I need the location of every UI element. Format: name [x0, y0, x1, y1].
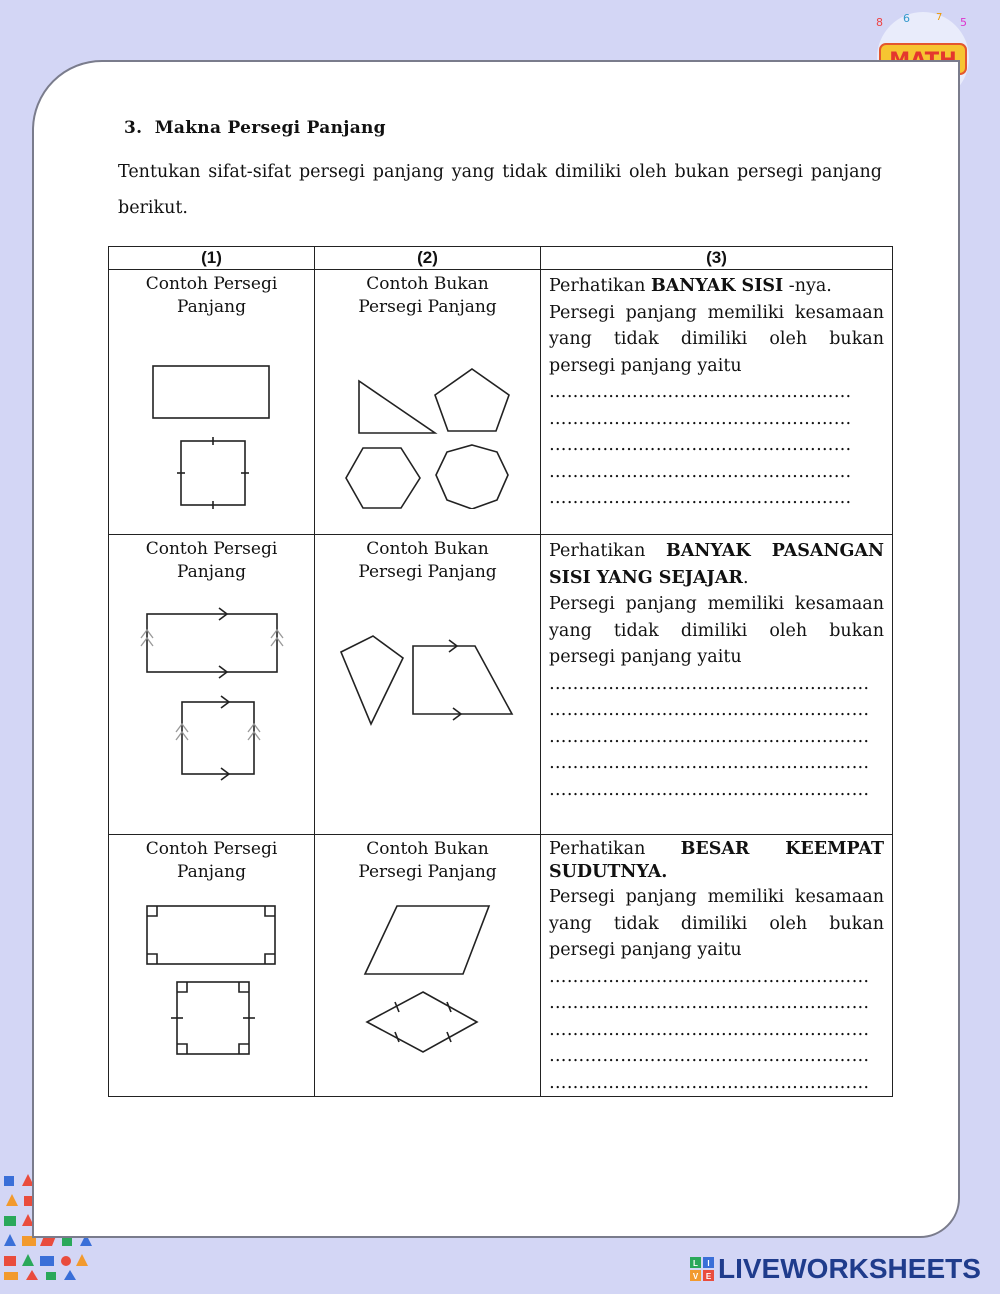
- answer-line-2[interactable]: ………………………………………………: [549, 700, 870, 720]
- non-right-angle-figures: [315, 884, 541, 1084]
- reflection-cell: [541, 270, 893, 535]
- answer-line-3[interactable]: ……………………………………………: [549, 435, 852, 455]
- non-rectangle-examples-cell: [315, 535, 541, 835]
- svg-text:E: E: [705, 1272, 712, 1281]
- svg-text:V: V: [692, 1272, 699, 1281]
- non-parallel-figures: [315, 584, 541, 814]
- reflection-cell: [541, 835, 893, 1097]
- rectangle-caption: Contoh Persegi Panjang: [145, 839, 278, 882]
- rectangle-examples-cell: [109, 535, 315, 835]
- liveworksheets-icon: [690, 1257, 714, 1281]
- svg-text:6: 6: [903, 12, 910, 25]
- kite-shape: [341, 636, 403, 724]
- table-row: [109, 835, 893, 1097]
- reflection-cell: [541, 535, 893, 835]
- rectangle-examples-cell: [109, 270, 315, 535]
- non-rectangle-examples-cell: [315, 835, 541, 1097]
- answer-line-4[interactable]: ………………………………………………: [549, 753, 870, 773]
- prompt-body: Persegi panjang memiliki kesamaan yang tidak dimiliki oleh bukan persegi panjang yaitu: [549, 302, 884, 376]
- svg-text:I: I: [707, 1259, 710, 1268]
- answer-line-5[interactable]: ……………………………………………: [549, 488, 852, 508]
- right-angle-figures: [109, 884, 315, 1084]
- heptagon-shape: [436, 445, 508, 509]
- table-row: [109, 535, 893, 835]
- header-col-1: (1): [109, 247, 315, 270]
- answer-line-1[interactable]: ………………………………………………: [549, 966, 870, 987]
- answer-line-4[interactable]: ……………………………………………: [549, 461, 852, 482]
- brand-name: LIVEWORKSHEETS: [718, 1253, 981, 1284]
- answer-line-5[interactable]: ………………………………………………: [549, 1072, 870, 1093]
- triangle-shape: [359, 381, 435, 433]
- hexagon-shape: [346, 448, 420, 508]
- answer-line-2[interactable]: ……………………………………………: [549, 408, 852, 429]
- svg-text:L: L: [693, 1259, 698, 1268]
- section-number: 3.: [124, 118, 143, 138]
- rectangle-shape: [147, 906, 275, 964]
- non-rectangle-caption: Contoh Bukan Persegi Panjang: [358, 839, 497, 882]
- table-header-row: [109, 247, 893, 270]
- answer-line-3[interactable]: ………………………………………………: [549, 1019, 870, 1040]
- answer-line-3[interactable]: ………………………………………………: [549, 726, 870, 747]
- non-rectangle-caption: Contoh Bukan Persegi Panjang: [358, 539, 497, 582]
- trapezoid-shape: [413, 646, 512, 714]
- header-col-3: (3): [541, 247, 893, 270]
- prompt-line: Perhatikan BANYAK SISI -nya.: [549, 276, 832, 296]
- non-rectangle-figures: [315, 319, 541, 509]
- answer-line-1[interactable]: ……………………………………………: [549, 382, 852, 402]
- prompt-body: Persegi panjang memiliki kesamaan yang tidak dimiliki oleh bukan persegi panjang yaitu: [549, 887, 884, 960]
- svg-text:7: 7: [936, 12, 943, 23]
- prompt-line: Perhatikan BESAR KEEMPAT SUDUTNYA.: [549, 839, 884, 882]
- non-rectangle-examples-cell: [315, 270, 541, 535]
- rectangle-shape: [153, 366, 269, 418]
- rectangle-examples-cell: [109, 835, 315, 1097]
- answer-line-2[interactable]: ………………………………………………: [549, 993, 870, 1013]
- liveworksheets-brand[interactable]: [690, 1252, 981, 1286]
- prompt-body: Persegi panjang memiliki kesamaan yang tidak dimiliki oleh bukan persegi panjang yaitu: [549, 594, 884, 667]
- table-row: [109, 270, 893, 535]
- square-shape: [181, 441, 245, 505]
- answer-line-5[interactable]: ………………………………………………: [549, 779, 870, 800]
- square-shape: [182, 702, 254, 774]
- rhombus-shape: [367, 992, 477, 1052]
- worksheet-table: [108, 246, 893, 1097]
- intro-instruction: Tentukan sifat-sifat persegi panjang yang tidak dimiliki oleh bukan persegi panjang berikut.: [118, 162, 882, 218]
- section-title: Makna Persegi Panjang: [154, 118, 386, 138]
- rectangle-shape: [147, 614, 277, 672]
- section-heading: [124, 118, 386, 138]
- rectangle-figures: [109, 319, 315, 509]
- svg-text:5: 5: [960, 16, 967, 29]
- answer-line-4[interactable]: ………………………………………………: [549, 1046, 870, 1066]
- header-col-2: (2): [315, 247, 541, 270]
- rectangle-caption: Contoh Persegi Panjang: [145, 539, 278, 582]
- parallelogram-shape: [365, 906, 489, 974]
- pentagon-shape: [435, 369, 509, 431]
- answer-line-1[interactable]: ………………………………………………: [549, 673, 870, 694]
- rectangle-caption: Contoh Persegi Panjang: [145, 274, 278, 317]
- svg-text:8: 8: [876, 16, 883, 29]
- prompt-line: Perhatikan BANYAK PASANGAN SISI YANG SEJAJAR.: [549, 541, 884, 588]
- parallel-rectangle-figures: [109, 584, 315, 814]
- non-rectangle-caption: Contoh Bukan Persegi Panjang: [358, 274, 497, 317]
